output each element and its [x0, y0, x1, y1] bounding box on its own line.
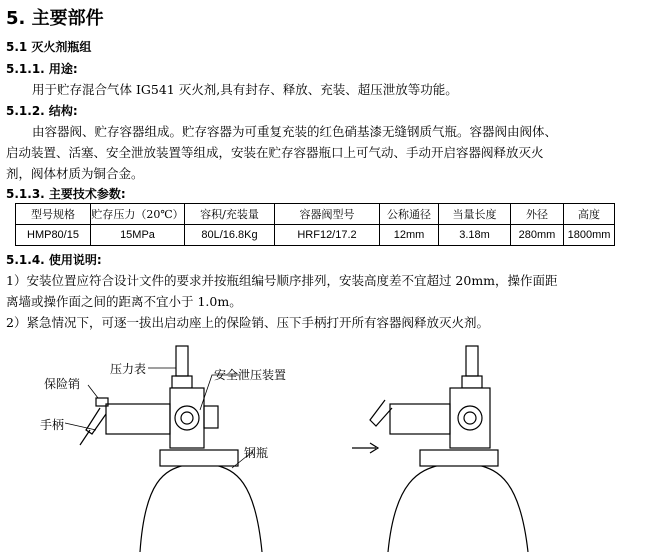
table-cell: 280mm — [511, 225, 564, 246]
table-cell: 80L/16.8Kg — [185, 225, 275, 246]
table-header: 当量长度 — [439, 204, 511, 225]
table-header: 高度 — [564, 204, 615, 225]
table-header: 容积/充装量 — [185, 204, 275, 225]
structure-text-1: 由容器阀、贮存容器组成。贮存容器为可重复充装的红色硝基漆无缝钢质气瓶。容器阀由阀体、 — [32, 124, 558, 139]
instruction-1: 1）安装位置应符合设计文件的要求并按瓶组编号顺序排列，安装高度差不宜超过 20mm，操作面距 — [6, 273, 558, 288]
valve-diagram — [0, 330, 653, 552]
table-header: 外径 — [511, 204, 564, 225]
instruction-1-cont: 离墙或操作面之间的距离不宜小于 1.0m。 — [6, 294, 242, 309]
structure-text-2: 启动装置、活塞、安全泄放装置等组成，安装在贮存容器瓶口上可气动、手动开启容器阀释放灭火 — [6, 145, 544, 160]
instruction-2: 2）紧急情况下，可逐一拔出启动座上的保险销、压下手柄打开所有容器阀释放灭火剂。 — [6, 315, 489, 330]
label-relief-device: 安全泄压装置 — [214, 368, 287, 382]
table-header: 型号规格 — [16, 204, 91, 225]
arrow-icon — [352, 443, 378, 453]
label-safety-pin: 保险销 — [44, 377, 81, 391]
structure-text-3: 剂，阀体材质为铜合金。 — [6, 166, 144, 181]
section-5-1-3: 5.1.3. 主要技术参数: — [6, 187, 126, 201]
table-cell: 3.18m — [439, 225, 511, 246]
cylinder-left — [140, 450, 262, 552]
table-cell: HMP80/15 — [16, 225, 91, 246]
table-header-row — [16, 204, 615, 225]
label-handle: 手柄 — [40, 418, 65, 432]
usage-text: 用于贮存混合气体 IG541 灭火剂,具有封存、释放、充装、超压泄放等功能。 — [32, 82, 458, 97]
table-cell: HRF12/17.2 — [275, 225, 380, 246]
section-5-1-2: 5.1.2. 结构: — [6, 104, 78, 118]
table-header: 容器阀型号 — [275, 204, 380, 225]
table-cell: 15MPa — [91, 225, 185, 246]
page-title: 5. 主要部件 — [6, 8, 104, 29]
label-pressure-gauge: 压力表 — [110, 362, 147, 376]
valve-right — [370, 346, 490, 448]
table-cell: 12mm — [380, 225, 439, 246]
section-5-1: 5.1 灭火剂瓶组 — [6, 40, 92, 54]
label-cylinder: 钢瓶 — [244, 446, 269, 460]
section-5-1-1: 5.1.1. 用途: — [6, 62, 78, 76]
spec-table — [15, 203, 615, 246]
section-5-1-4: 5.1.4. 使用说明: — [6, 253, 102, 267]
table-header: 贮存压力（20℃） — [91, 204, 185, 225]
table-cell: 1800mm — [564, 225, 615, 246]
table-row — [16, 225, 615, 246]
cylinder-right — [388, 450, 528, 552]
valve-left — [80, 346, 218, 448]
table-header: 公称通径 — [380, 204, 439, 225]
